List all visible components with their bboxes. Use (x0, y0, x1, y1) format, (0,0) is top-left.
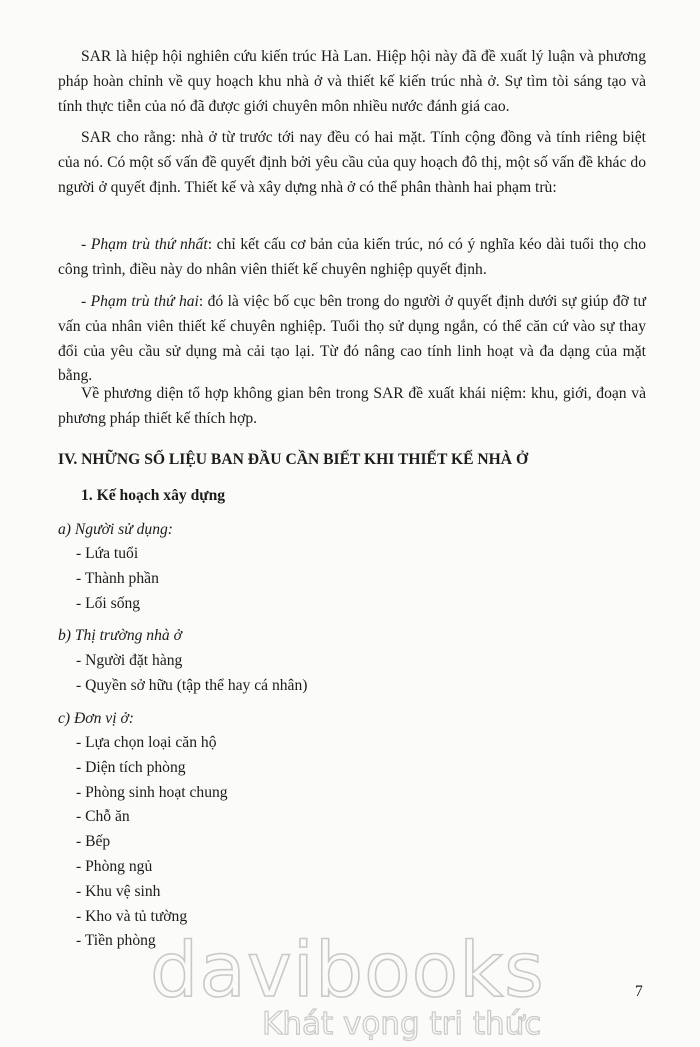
group-label-users: a) Người sử dụng: (58, 521, 173, 538)
list-item: - Phòng ngủ (76, 855, 228, 880)
list-housing-unit (76, 731, 228, 954)
paragraph-spatial-concepts: Về phương diện tổ hợp không gian bên trong SAR đề xuất khái niệm: khu, giới, đoạn và phương pháp thiết kế thích hợp. (58, 385, 646, 427)
paragraph-category-two (58, 290, 646, 389)
paragraph-sar-intro: SAR là hiệp hội nghiên cứu kiến trúc Hà Lan. Hiệp hội này đã đề xuất lý luận và phương pháp hoàn chỉnh về quy hoạch khu nhà ở và thiết kế kiến trúc nhà ở. Sự tìm tòi sáng tạo và tính thực tiễn của nó đã được giới chuyên môn nhiều nước đánh giá cao. (58, 48, 646, 115)
section-heading: IV. NHỮNG SỐ LIỆU BAN ĐẦU CẦN BIẾT KHI THIẾT KẾ NHÀ Ở (58, 451, 529, 468)
list-users (76, 542, 159, 616)
watermark-brand: davibooks (150, 925, 545, 1014)
paragraph-category-one (58, 233, 646, 283)
category-two-text: : đó là việc bố cục bên trong do người ở quyết định dưới sự giúp đỡ tư vấn của nhân viên thiết kế chuyên nghiệp. Tuổi thọ sử dụng ngắn, có thể căn cứ vào sự thay đổi của yêu cầu sử dụng mà cải tạo lại. Từ đó nâng cao tính linh hoạt và đa dạng của mặt bằng. (58, 293, 646, 385)
list-item: - Khu vệ sinh (76, 880, 228, 905)
list-item: - Lối sống (76, 592, 159, 617)
paragraph-sar-two-aspects: SAR cho rằng: nhà ở từ trước tới nay đều có hai mặt. Tính cộng đồng và tính riêng biệt của nó. Có một số vấn đề quyết định bởi yêu cầu của quy hoạch đô thị, một số vấn đề khác do người ở quyết định. Thiết kế và xây dựng nhà ở có thể phân thành hai phạm trù: (58, 129, 646, 196)
list-item: - Diện tích phòng (76, 756, 228, 781)
list-item: - Chỗ ăn (76, 805, 228, 830)
list-item: - Quyền sở hữu (tập thể hay cá nhân) (76, 674, 307, 699)
list-item: - Phòng sinh hoạt chung (76, 781, 228, 806)
list-item: - Thành phần (76, 567, 159, 592)
list-item: - Lứa tuổi (76, 542, 159, 567)
subsection-heading: 1. Kế hoạch xây dựng (81, 487, 226, 504)
category-one-text: : chỉ kết cấu cơ bản của kiến trúc, nó có ý nghĩa kéo dài tuổi thọ cho công trình, điều này do nhân viên thiết kế chuyên nghiệp quyết định. (58, 236, 646, 278)
group-label-housing-market: b) Thị trường nhà ở (58, 627, 182, 644)
list-item: - Tiền phòng (76, 929, 228, 954)
watermark-tagline: Khát vọng tri thức (262, 1006, 542, 1042)
list-housing-market (76, 649, 307, 699)
list-item: - Kho và tủ tường (76, 905, 228, 930)
page-number: 7 (635, 983, 643, 1000)
category-one-term: - Phạm trù thứ nhất (81, 236, 208, 253)
category-two-term: - Phạm trù thứ hai (81, 293, 199, 310)
group-label-housing-unit: c) Đơn vị ở: (58, 710, 134, 727)
list-item: - Bếp (76, 830, 228, 855)
list-item: - Lựa chọn loại căn hộ (76, 731, 228, 756)
list-item: - Người đặt hàng (76, 649, 307, 674)
